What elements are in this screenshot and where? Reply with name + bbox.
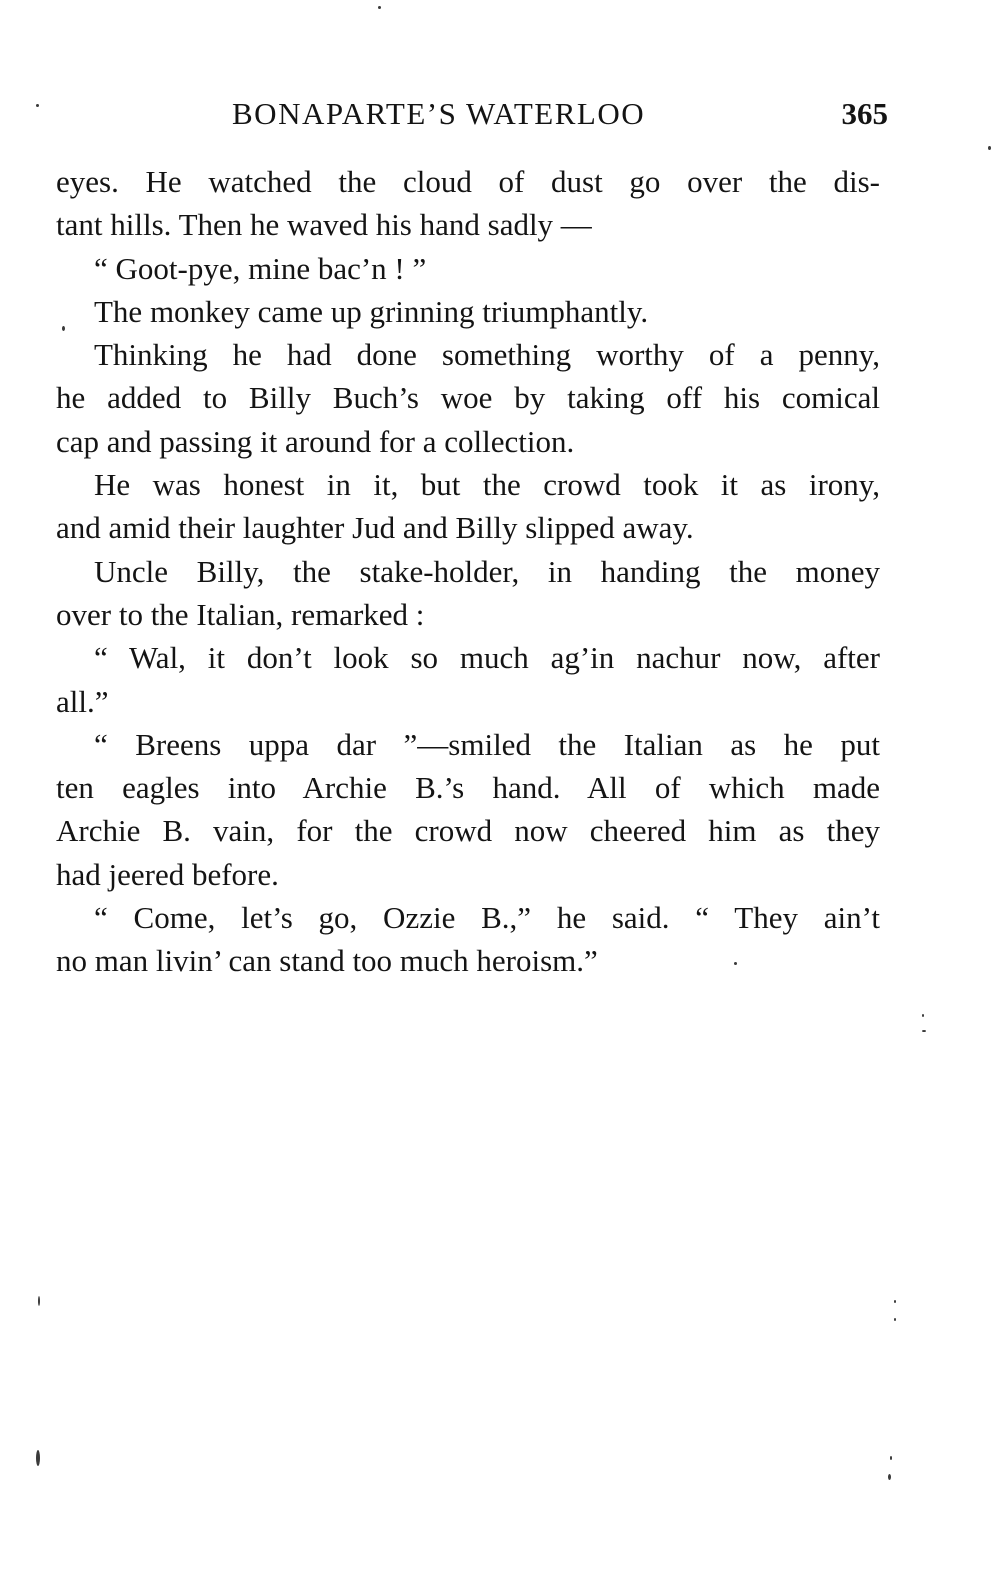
scan-speck (378, 6, 381, 9)
scan-speck (988, 146, 991, 150)
running-head (232, 92, 888, 136)
text-line: no man livin’ can stand too much heroism.” (56, 943, 598, 979)
scan-speck (894, 1318, 896, 1321)
scan-speck (922, 1030, 926, 1032)
body-text (56, 160, 880, 983)
running-title: BONAPARTE’S WATERLOO (232, 96, 646, 131)
text-line: “ Goot-pye, mine bac’n ! ” (94, 250, 427, 286)
text-line: eyes. He watched the cloud of dust go over the dis- (56, 164, 880, 199)
text-line: had jeered before. (56, 856, 279, 892)
scan-speck (38, 1296, 40, 1306)
scan-speck (62, 326, 65, 331)
text-line: cap and passing it around for a collection. (56, 423, 575, 459)
text-line: “ Breens uppa dar ”—smiled the Italian as he put (94, 726, 880, 762)
text-line: and amid their laughter Jud and Billy slipped away. (56, 510, 694, 546)
scan-speck (36, 104, 39, 107)
scan-speck (734, 962, 737, 965)
text-line: “ Come, let’s go, Ozzie B.,” he said. “ They ain’t (94, 900, 880, 936)
text-line: tant hills. Then he waved his hand sadly — (56, 207, 592, 243)
text-line: Uncle Billy, the stake-holder, in handing the money (94, 553, 880, 589)
text-line: ten eagles into Archie B.’s hand. All of which made (56, 770, 880, 806)
scan-speck (888, 1474, 891, 1480)
text-line: Thinking he had done something worthy of a penny, (94, 337, 880, 373)
text-line: “ Wal, it don’t look so much ag’in nachur now, after (94, 640, 880, 676)
scan-speck (890, 1456, 892, 1460)
text-line: The monkey came up grinning triumphantly. (94, 293, 649, 329)
text-line: Archie B. vain, for the crowd now cheered him as they (56, 813, 880, 849)
scan-speck (894, 1300, 896, 1303)
text-line: He was honest in it, but the crowd took it as irony, (94, 467, 880, 503)
page-number: 365 (841, 96, 888, 131)
text-line: he added to Billy Buch’s woe by taking off his comical (56, 380, 880, 416)
scan-speck (922, 1014, 924, 1017)
text-line: over to the Italian, remarked : (56, 596, 425, 632)
text-line: all.” (56, 683, 109, 719)
scan-speck (36, 1450, 40, 1466)
